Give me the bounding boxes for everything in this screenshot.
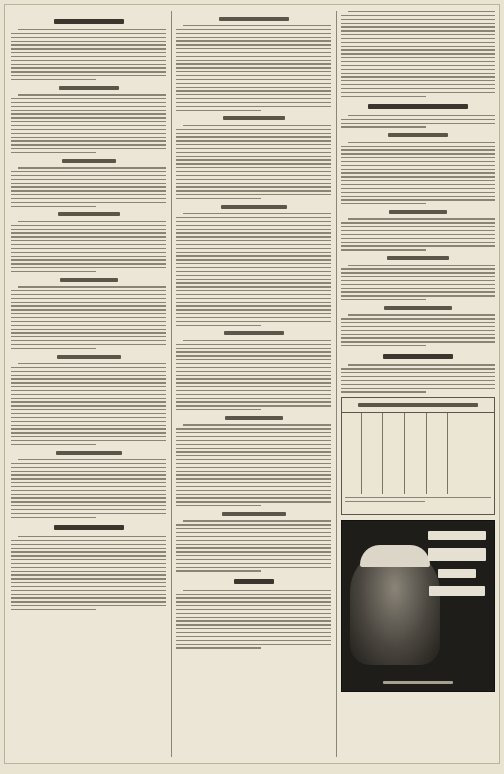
article-body — [176, 125, 331, 199]
ad-sailor-cap — [360, 545, 430, 567]
column-right-text — [341, 11, 495, 393]
weather-column — [383, 413, 405, 494]
article-heading — [341, 254, 495, 263]
ad-caption — [342, 679, 494, 687]
article-heading — [341, 131, 495, 140]
article-block — [11, 352, 166, 445]
article-block — [176, 202, 331, 326]
article-block — [11, 210, 166, 272]
article-body — [11, 363, 166, 445]
column-middle — [172, 11, 335, 757]
article-body — [176, 25, 331, 111]
article-heading — [176, 413, 331, 422]
article-body — [341, 314, 495, 346]
article-block — [176, 329, 331, 410]
section-heading — [341, 102, 495, 112]
article-block — [341, 303, 495, 346]
weather-column — [427, 413, 449, 494]
article-body — [176, 590, 331, 649]
article-block — [176, 14, 331, 111]
section-heading — [11, 16, 166, 26]
weather-column — [405, 413, 427, 494]
cigarette-advertisement — [341, 520, 495, 692]
section-heading — [176, 577, 331, 587]
article-body — [11, 286, 166, 349]
article-body — [341, 115, 495, 128]
newspaper-page — [4, 4, 500, 764]
article-block — [176, 577, 331, 649]
article-block — [341, 207, 495, 250]
article-block — [176, 509, 331, 571]
article-body — [341, 142, 495, 205]
article-block — [11, 16, 166, 80]
article-block — [11, 156, 166, 207]
article-heading — [176, 114, 331, 123]
article-body — [11, 167, 166, 207]
ad-headline-block — [426, 531, 488, 596]
article-block — [341, 11, 495, 97]
article-body — [176, 520, 331, 571]
article-heading — [176, 329, 331, 338]
article-body — [176, 340, 331, 410]
weather-table-title — [342, 398, 494, 413]
weather-table — [341, 397, 495, 515]
article-body — [176, 424, 331, 506]
article-heading — [11, 352, 166, 361]
column-left — [7, 11, 170, 757]
article-body — [11, 221, 166, 272]
weather-grid — [342, 413, 494, 494]
article-body — [341, 218, 495, 250]
article-heading — [176, 14, 331, 23]
article-heading — [11, 156, 166, 165]
section-heading — [11, 523, 166, 533]
article-body — [11, 94, 166, 153]
weather-column — [448, 413, 494, 494]
article-body — [11, 459, 166, 518]
article-heading — [341, 207, 495, 216]
article-heading — [341, 303, 495, 312]
article-heading — [11, 448, 166, 457]
article-heading — [176, 202, 331, 211]
weather-column — [362, 413, 384, 494]
article-block — [11, 83, 166, 153]
article-block — [341, 102, 495, 128]
article-block — [341, 254, 495, 301]
column-right — [337, 11, 499, 757]
article-body — [11, 29, 166, 80]
article-block — [341, 351, 495, 392]
article-body — [341, 364, 495, 392]
article-heading — [11, 210, 166, 219]
article-block — [341, 131, 495, 205]
article-heading — [176, 509, 331, 518]
article-body — [341, 265, 495, 301]
article-heading — [11, 275, 166, 284]
article-body — [11, 536, 166, 610]
section-heading — [341, 351, 495, 361]
weather-footer-text — [345, 497, 491, 511]
article-heading — [11, 83, 166, 92]
article-block — [176, 413, 331, 506]
article-body — [176, 213, 331, 326]
article-block — [176, 114, 331, 199]
article-block — [11, 448, 166, 518]
article-body — [341, 11, 495, 97]
article-block — [11, 275, 166, 349]
weather-column — [342, 413, 362, 494]
article-block — [11, 523, 166, 610]
